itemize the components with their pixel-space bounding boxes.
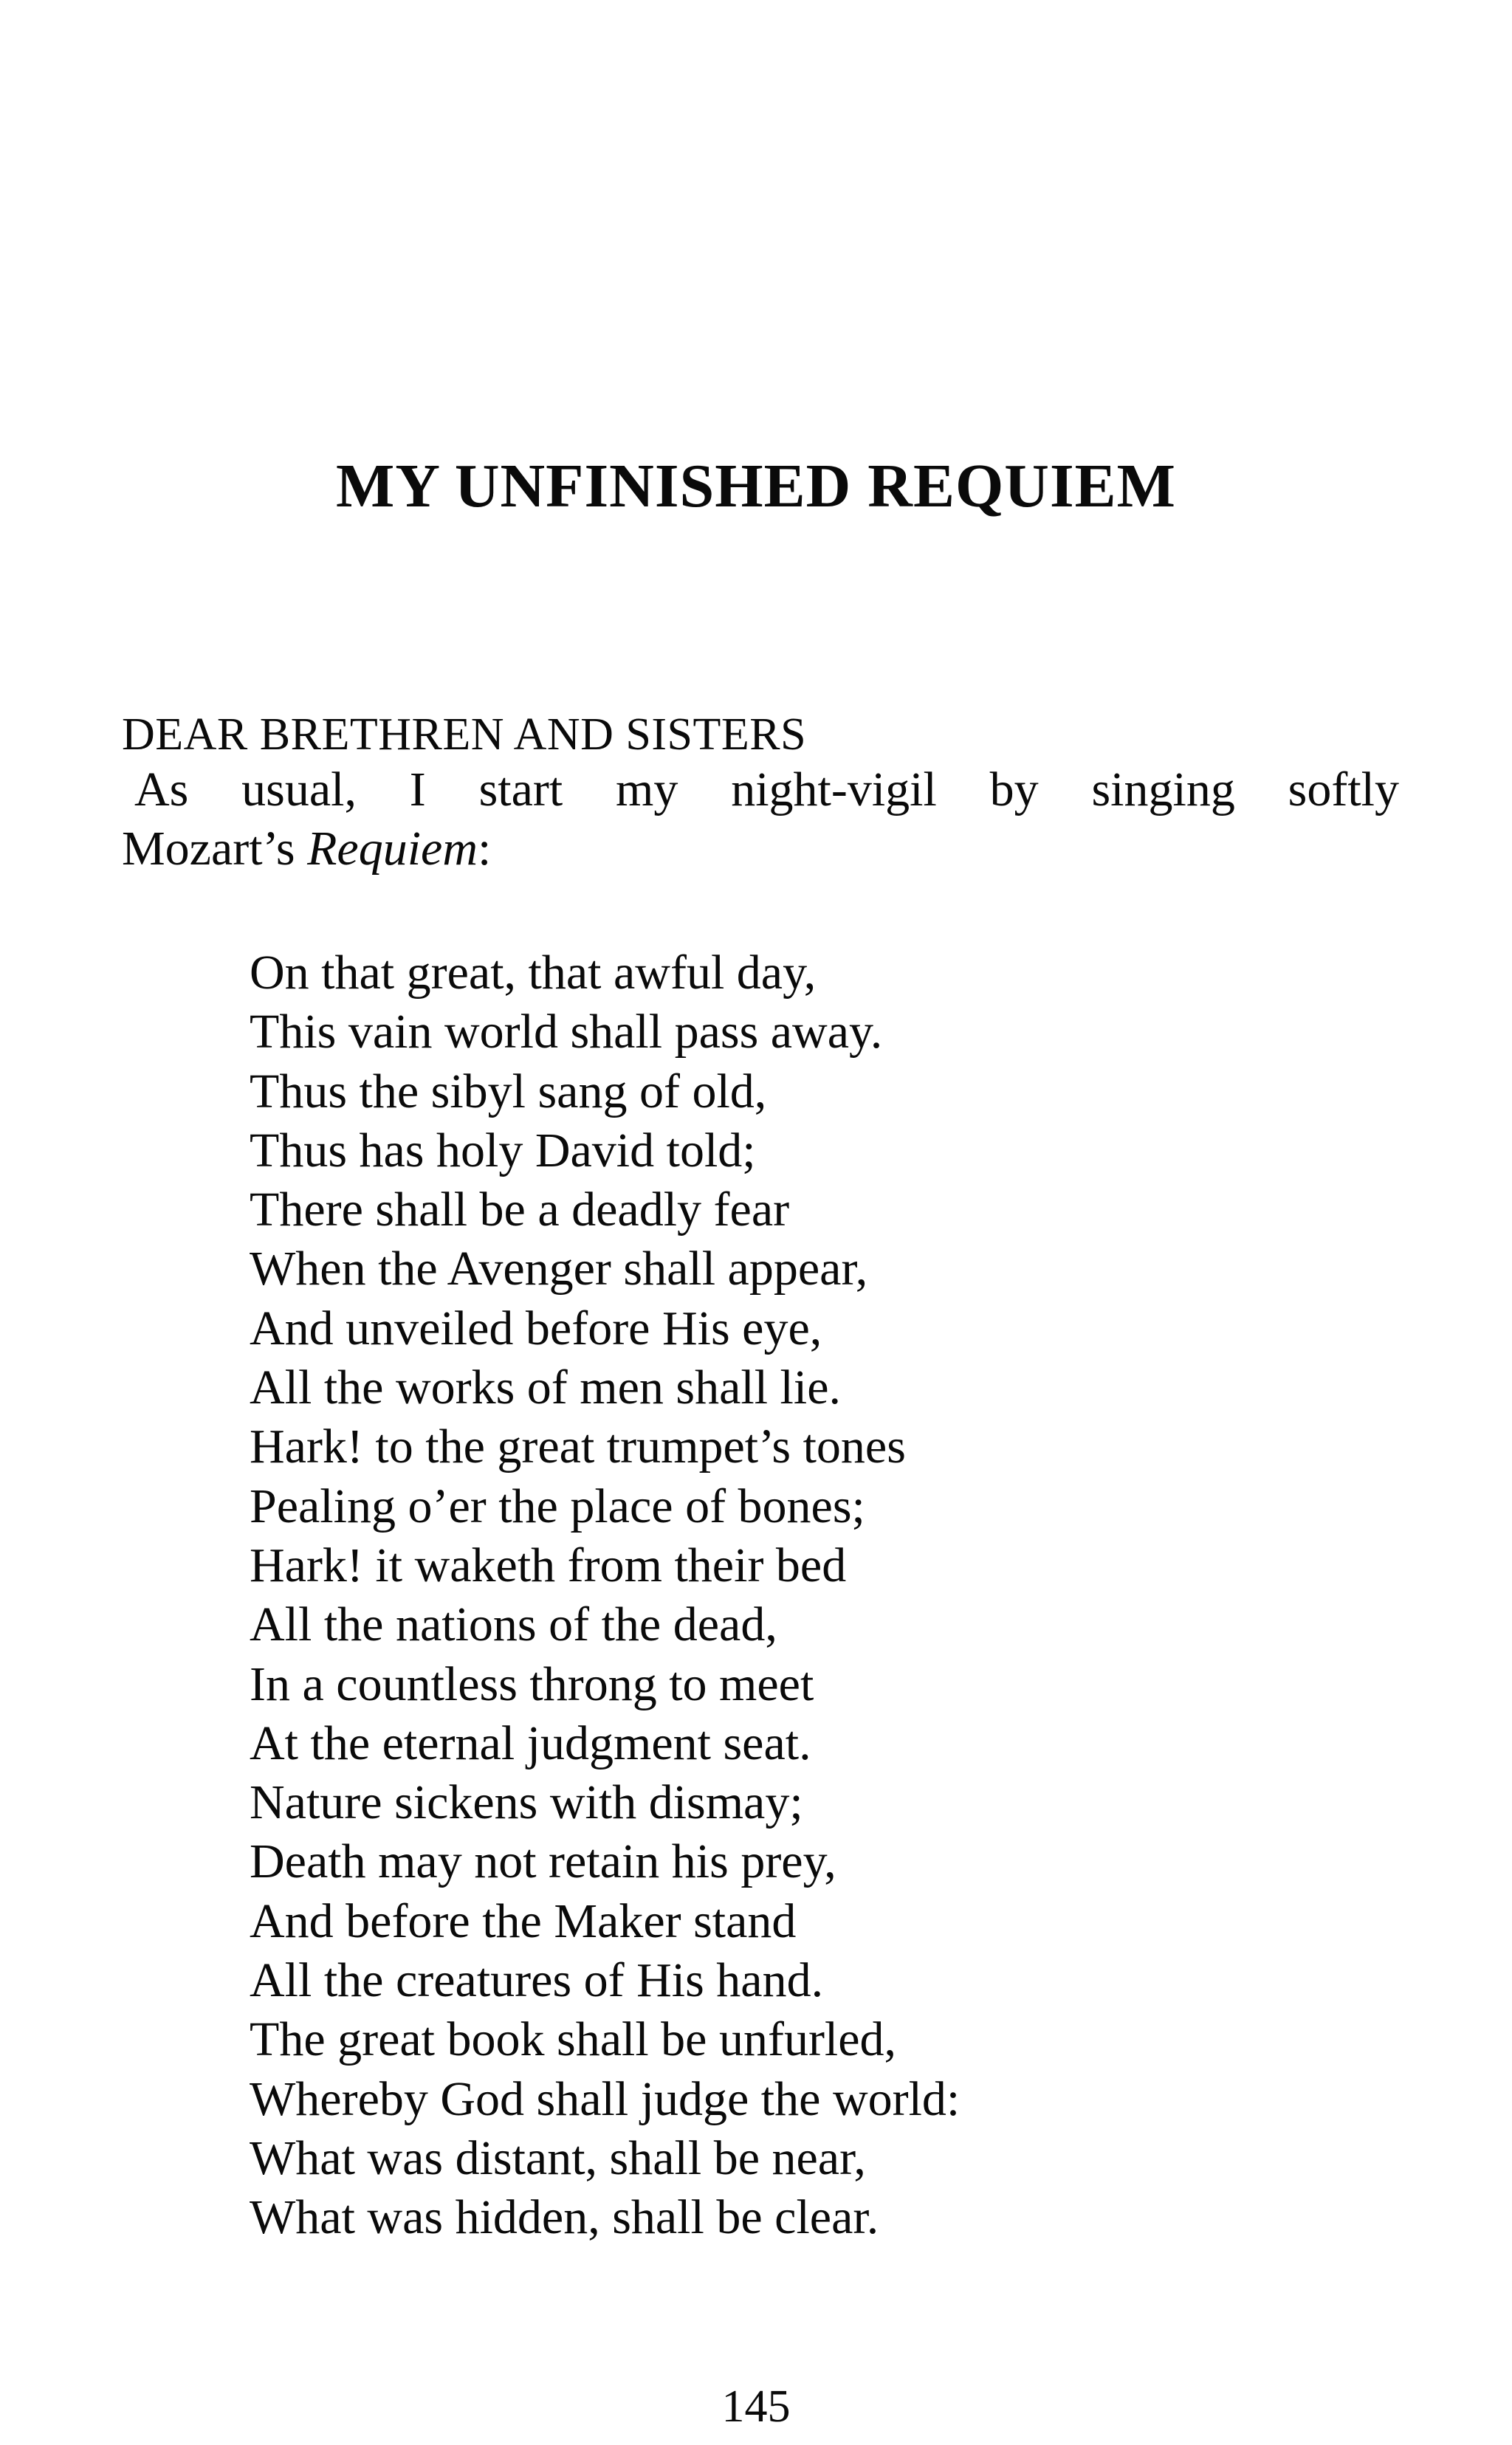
verse-line: What was hidden, shall be clear.	[250, 2190, 879, 2245]
verse-line: And unveiled before His eye,	[250, 1301, 822, 1355]
verse-line: All the nations of the dead,	[250, 1598, 777, 1652]
verse-line: Death may not retain his prey,	[250, 1834, 836, 1889]
intro-line-1: As usual, I start my night-vigil by singing softly	[134, 763, 1399, 816]
verse-line: When the Avenger shall appear,	[250, 1242, 868, 1296]
intro-line-2-suffix: :	[478, 822, 492, 876]
verse-line: Thus the sibyl sang of old,	[250, 1064, 767, 1118]
verse-line: This vain world shall pass away.	[250, 1005, 883, 1059]
intro-paragraph	[122, 760, 1399, 878]
chapter-title: MY UNFINISHED REQUIEM	[336, 452, 1176, 520]
verse-line: What was distant, shall be near,	[250, 2131, 866, 2185]
requiem-verse	[250, 943, 960, 2248]
intro-line-2-prefix: Mozart’s	[122, 822, 308, 876]
verse-line: Thus has holy David told;	[250, 1123, 756, 1177]
verse-line: At the eternal judgment seat.	[250, 1716, 811, 1770]
intro-line-2	[122, 819, 1399, 878]
verse-line: Whereby God shall judge the world:	[250, 2071, 961, 2126]
verse-line: All the creatures of His hand.	[250, 1953, 824, 2008]
verse-line: Hark! it waketh from their bed	[250, 1538, 847, 1592]
verse-line: On that great, that awful day,	[250, 946, 817, 1000]
verse-line: And before the Maker stand	[250, 1894, 797, 1948]
verse-line: In a countless throng to meet	[250, 1657, 814, 1711]
verse-line: Hark! to the great trumpet’s tones	[250, 1420, 906, 1474]
verse-line: The great book shall be unfurled,	[250, 2012, 897, 2067]
verse-line: Pealing o’er the place of bones;	[250, 1479, 865, 1533]
page-number: 145	[721, 2382, 791, 2432]
requiem-italic: Requiem	[307, 822, 478, 876]
verse-line: All the works of men shall lie.	[250, 1361, 842, 1415]
verse-line: Nature sickens with dismay;	[250, 1775, 803, 1830]
salutation: DEAR BRETHREN AND SISTERS	[122, 709, 807, 760]
verse-line: There shall be a deadly fear	[250, 1183, 790, 1237]
